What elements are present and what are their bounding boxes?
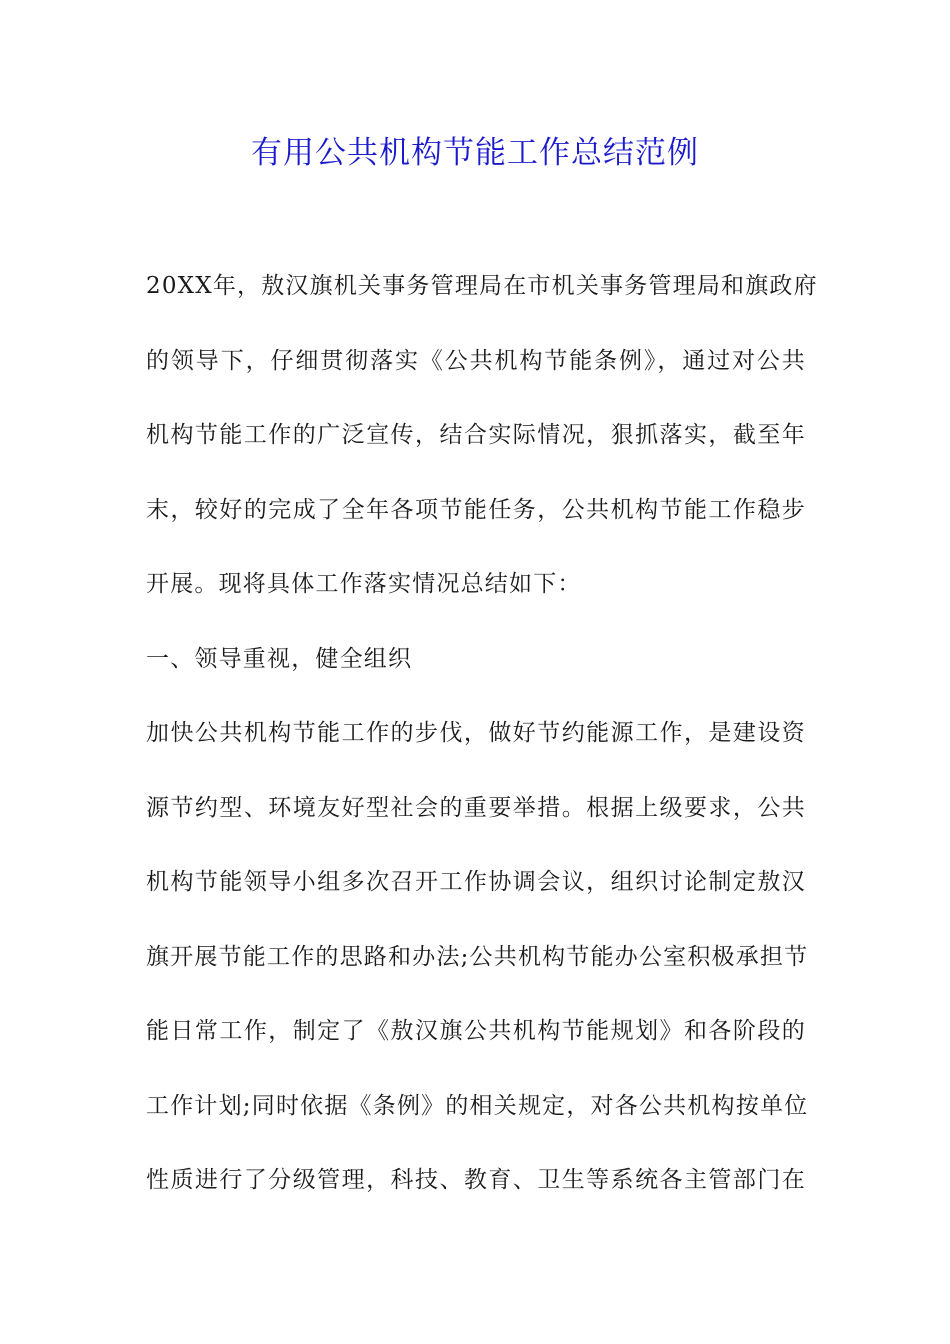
paragraph-line: 旗开展节能工作的思路和办法;公共机构节能办公室积极承担节: [146, 943, 809, 970]
paragraph-line: 机构节能工作的广泛宣传，结合实际情况，狠抓落实，截至年: [146, 422, 806, 448]
paragraph-line: 性质进行了分级管理，科技、教育、卫生等系统各主管部门在: [146, 1167, 806, 1193]
paragraph-line: 能日常工作，制定了《敖汉旗公共机构节能规划》和各阶段的: [146, 1018, 806, 1044]
paragraph-line: 机构节能领导小组多次召开工作协调会议，组织讨论制定敖汉: [146, 869, 806, 895]
paragraph-line: 源节约型、环境友好型社会的重要举措。根据上级要求，公共: [146, 794, 806, 821]
paragraph-line: 20XX年，敖汉旗机关事务管理局在市机关事务管理局和旗政府: [146, 273, 818, 299]
paragraph-line: 工作计划;同时依据《条例》的相关规定，对各公共机构按单位: [146, 1092, 809, 1119]
document-title: 有用公共机构节能工作总结范例: [251, 135, 699, 171]
paragraph-line: 的领导下，仔细贯彻落实《公共机构节能条例》，通过对公共: [146, 347, 806, 374]
paragraph-line: 末，较好的完成了全年各项节能任务，公共机构节能工作稳步: [146, 496, 806, 523]
paragraph-line: 开展。现将具体工作落实情况总结如下：: [146, 571, 582, 597]
document-body: [146, 258, 818, 1227]
section-heading: 一、领导重视，健全组织: [146, 645, 413, 672]
paragraph-line: 加快公共机构节能工作的步伐，做好节约能源工作，是建设资: [146, 720, 806, 746]
